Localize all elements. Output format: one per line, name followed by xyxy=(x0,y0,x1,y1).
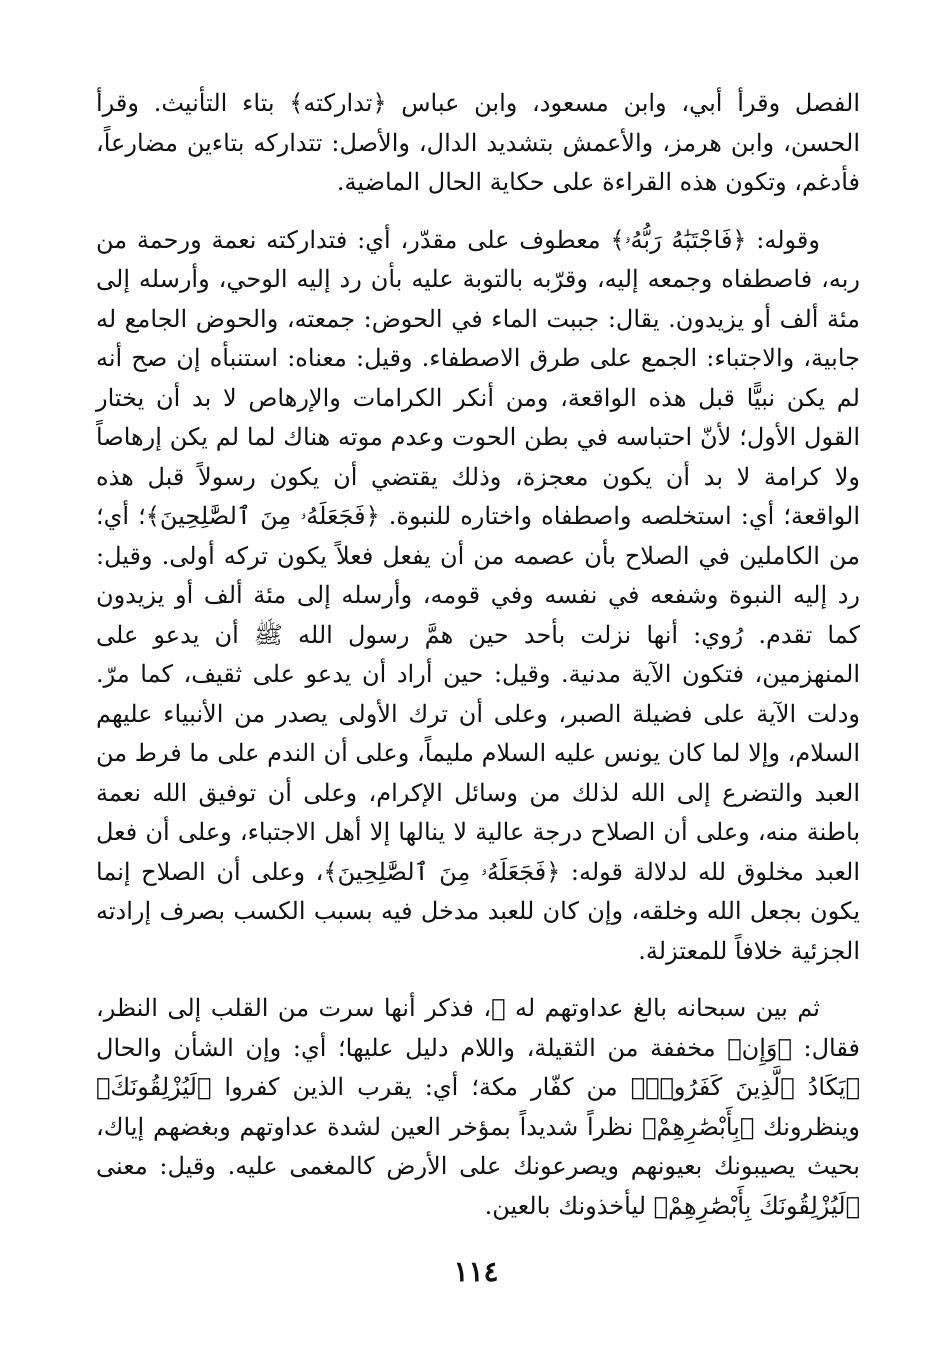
paragraph-1: الفصل وقرأ أبي، وابن مسعود، وابن عباس ﴿تداركته﴾ بتاء التأنيث. وقرأ الحسن، وابن هرمز، والأعمش بتشديد الدال، والأصل: تتداركه بتاءين مضارعاً، فأدغم، وتكون هذه القراءة على حكاية الحال الماضية. xyxy=(96,89,860,196)
body-text xyxy=(96,84,860,1226)
page-number: ١١٤ xyxy=(453,1255,499,1288)
paragraph-2: وقوله: ﴿فَاجْتَبَٰهُ رَبُّهُۥ﴾ معطوف على مقدّر، أي: فتداركته نعمة ورحمة من ربه، فاصطفاه وجمعه إليه، وقرّبه بالتوبة عليه بأن رد إليه الوحي، وأرسله إلى مئة ألف أو يزيدون. يقال: جببت الماء في الحوض: جمعته، والحوض الجامع له جابية، والاجتباء: الجمع على طرق الاصطفاء. وقيل: معناه: استنبأه إن صح أنه لم يكن نبيًّا قبل هذه الواقعة، ومن أنكر الكرامات والإرهاص لا بد أن يختار القول الأول؛ لأنّ احتباسه في بطن الحوت وعدم موته هناك لما لم يكن إرهاصاً ولا كرامة لا بد أن يكون معجزة، وذلك يقتضي أن يكون رسولاً قبل هذه الواقعة؛ أي: استخلصه واصطفاه واختاره للنبوة. ﴿فَجَعَلَهُۥ مِنَ ٱلصَّٰلِحِينَ﴾؛ أي؛ من الكاملين في الصلاح بأن عصمه من أن يفعل فعلاً يكون تركه أولى. وقيل: رد إليه النبوة وشفعه في نفسه وفي قومه، وأرسله إلى مئة ألف أو يزيدون كما تقدم. رُوي: أنها نزلت بأحد حين همَّ رسول الله ﷺ أن يدعو على المنهزمين، فتكون الآية مدنية. وقيل: حين أراد أن يدعو على ثقيف، كما مرّ. ودلت الآية على فضيلة الصبر، وعلى أن ترك الأولى يصدر من الأنبياء عليهم السلام، وإلا لما كان يونس عليه السلام مليماً، وعلى أن الندم على ما فرط من العبد والتضرع إلى الله لذلك من وسائل الإكرام، وعلى أن توفيق الله نعمة باطنة منه، وعلى أن الصلاح درجة عالية لا ينالها إلا أهل الاجتباء، وعلى أن فعل العبد مخلوق لله لدلالة قوله: ﴿فَجَعَلَهُۥ مِنَ ٱلصَّٰلِحِينَ﴾، وعلى أن الصلاح إنما يكون بجعل الله وخلقه، وإن كان للعبد مدخل فيه بسبب الكسب بصرف إرادته الجزئية خلافاً للمعتزلة. xyxy=(96,225,861,965)
paragraph-3: ثم بين سبحانه بالغ عداوتهم له ﷺ، فذكر أنها سرت من القلب إلى النظر، فقال: ﴿وَإِن﴾ مخففة من الثقيلة، واللام دليل عليها؛ أي: وإن الشأن والحال ﴿يَكَادُ ٱلَّذِينَ كَفَرُوا۟﴾ من كفّار مكة؛ أي: يقرب الذين كفروا ﴿لَيُزْلِقُونَكَ﴾ وينظرونك ﴿بِأَبْصَٰرِهِمْ﴾ نظراً شديداً بمؤخر العين لشدة عداوتهم وبغضهم إياك، بحيث يصيبونك بعيونهم ويصرعونك على الأرض كالمغمى عليه. وقيل: معنى ﴿لَيُزْلِقُونَكَ بِأَبْصَٰرِهِمْ﴾ ليأخذونك بالعين. xyxy=(96,994,860,1220)
